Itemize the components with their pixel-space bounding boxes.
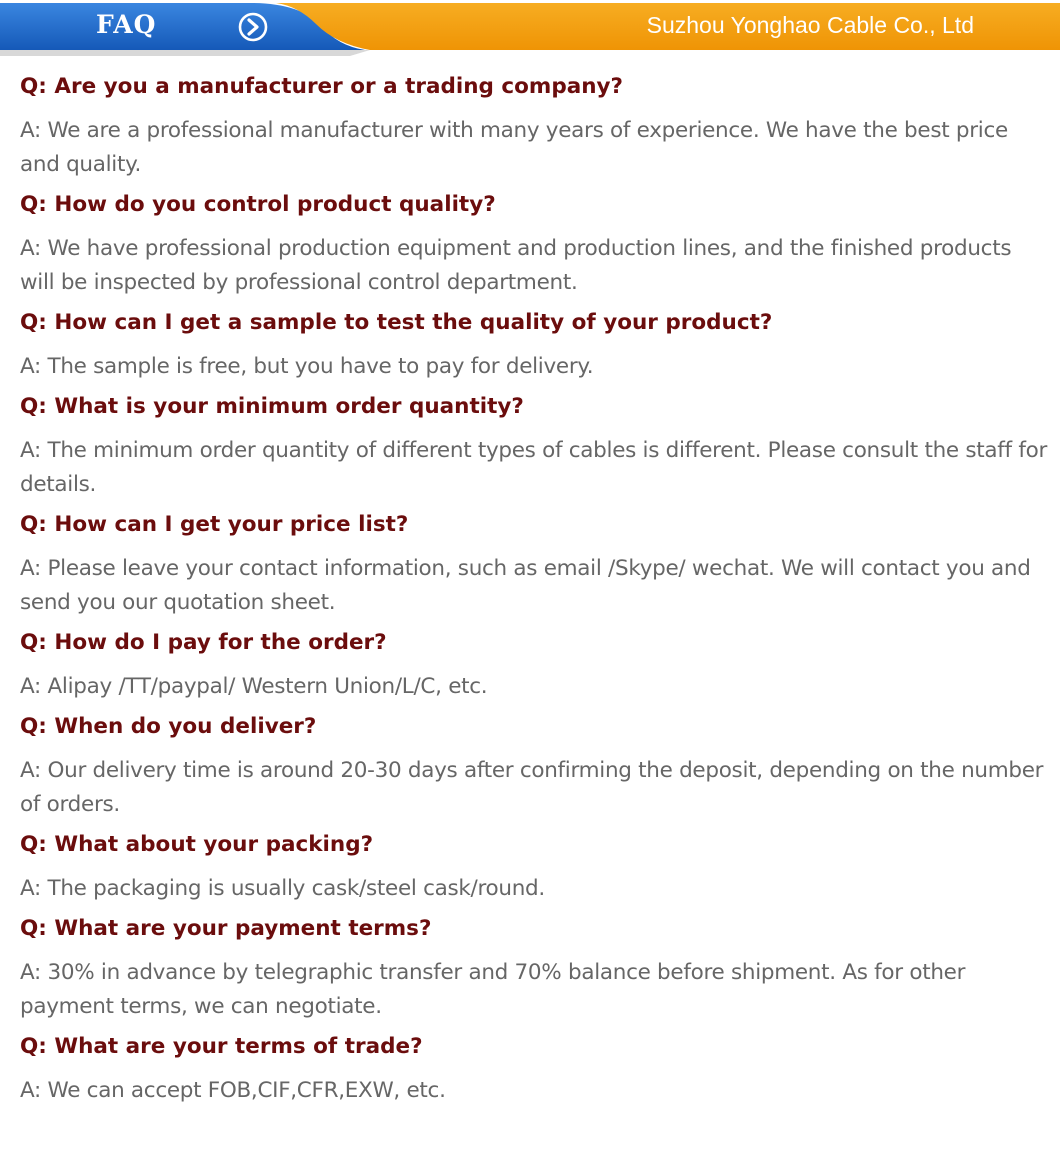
- faq-item: [20, 190, 1050, 300]
- faq-question: Q: Are you a manufacturer or a trading company?: [20, 74, 624, 99]
- faq-question: Q: What are your terms of trade?: [20, 1034, 423, 1059]
- faq-item: [20, 1032, 1050, 1108]
- faq-question: Q: What is your minimum order quantity?: [20, 394, 524, 419]
- faq-item: [20, 914, 1050, 1024]
- faq-question: Q: What are your payment terms?: [20, 916, 432, 941]
- faq-question: Q: What about your packing?: [20, 832, 374, 857]
- faq-answer: A: We are a professional manufacturer with many years of experience. We have the best price and quality.: [20, 118, 1008, 177]
- faq-item: [20, 628, 1050, 704]
- faq-question: Q: How do you control product quality?: [20, 192, 496, 217]
- faq-banner: [0, 0, 1060, 60]
- arrow-right-circle-icon: [237, 11, 269, 43]
- faq-answer: A: Alipay /TT/paypal/ Western Union/L/C, etc.: [20, 674, 488, 699]
- faq-answer: A: We have professional production equipment and production lines, and the finished products will be inspected by professional control department.: [20, 236, 1012, 295]
- faq-question: Q: When do you deliver?: [20, 714, 317, 739]
- faq-question: Q: How do I pay for the order?: [20, 630, 387, 655]
- faq-question: Q: How can I get your price list?: [20, 512, 409, 537]
- faq-title: FAQ: [96, 10, 157, 39]
- faq-item: [20, 510, 1050, 620]
- faq-question: Q: How can I get a sample to test the quality of your product?: [20, 310, 773, 335]
- faq-answer: A: We can accept FOB,CIF,CFR,EXW, etc.: [20, 1078, 446, 1103]
- faq-item: [20, 72, 1050, 182]
- faq-list: [20, 72, 1050, 1116]
- faq-answer: A: The minimum order quantity of different types of cables is different. Please consult the staff for details.: [20, 438, 1048, 497]
- faq-item: [20, 308, 1050, 384]
- faq-answer: A: The sample is free, but you have to pay for delivery.: [20, 354, 594, 379]
- faq-answer: A: Please leave your contact information, such as email /Skype/ wechat. We will contact you and send you our quotation sheet.: [20, 556, 1031, 615]
- company-name: Suzhou Yonghao Cable Co., Ltd: [646, 12, 974, 38]
- faq-answer: A: The packaging is usually cask/steel cask/round.: [20, 876, 545, 901]
- faq-item: [20, 712, 1050, 822]
- faq-answer: A: Our delivery time is around 20-30 days after confirming the deposit, depending on the number of orders.: [20, 758, 1044, 817]
- faq-item: [20, 830, 1050, 906]
- faq-answer: A: 30% in advance by telegraphic transfer and 70% balance before shipment. As for other payment terms, we can negotiate.: [20, 960, 966, 1019]
- faq-item: [20, 392, 1050, 502]
